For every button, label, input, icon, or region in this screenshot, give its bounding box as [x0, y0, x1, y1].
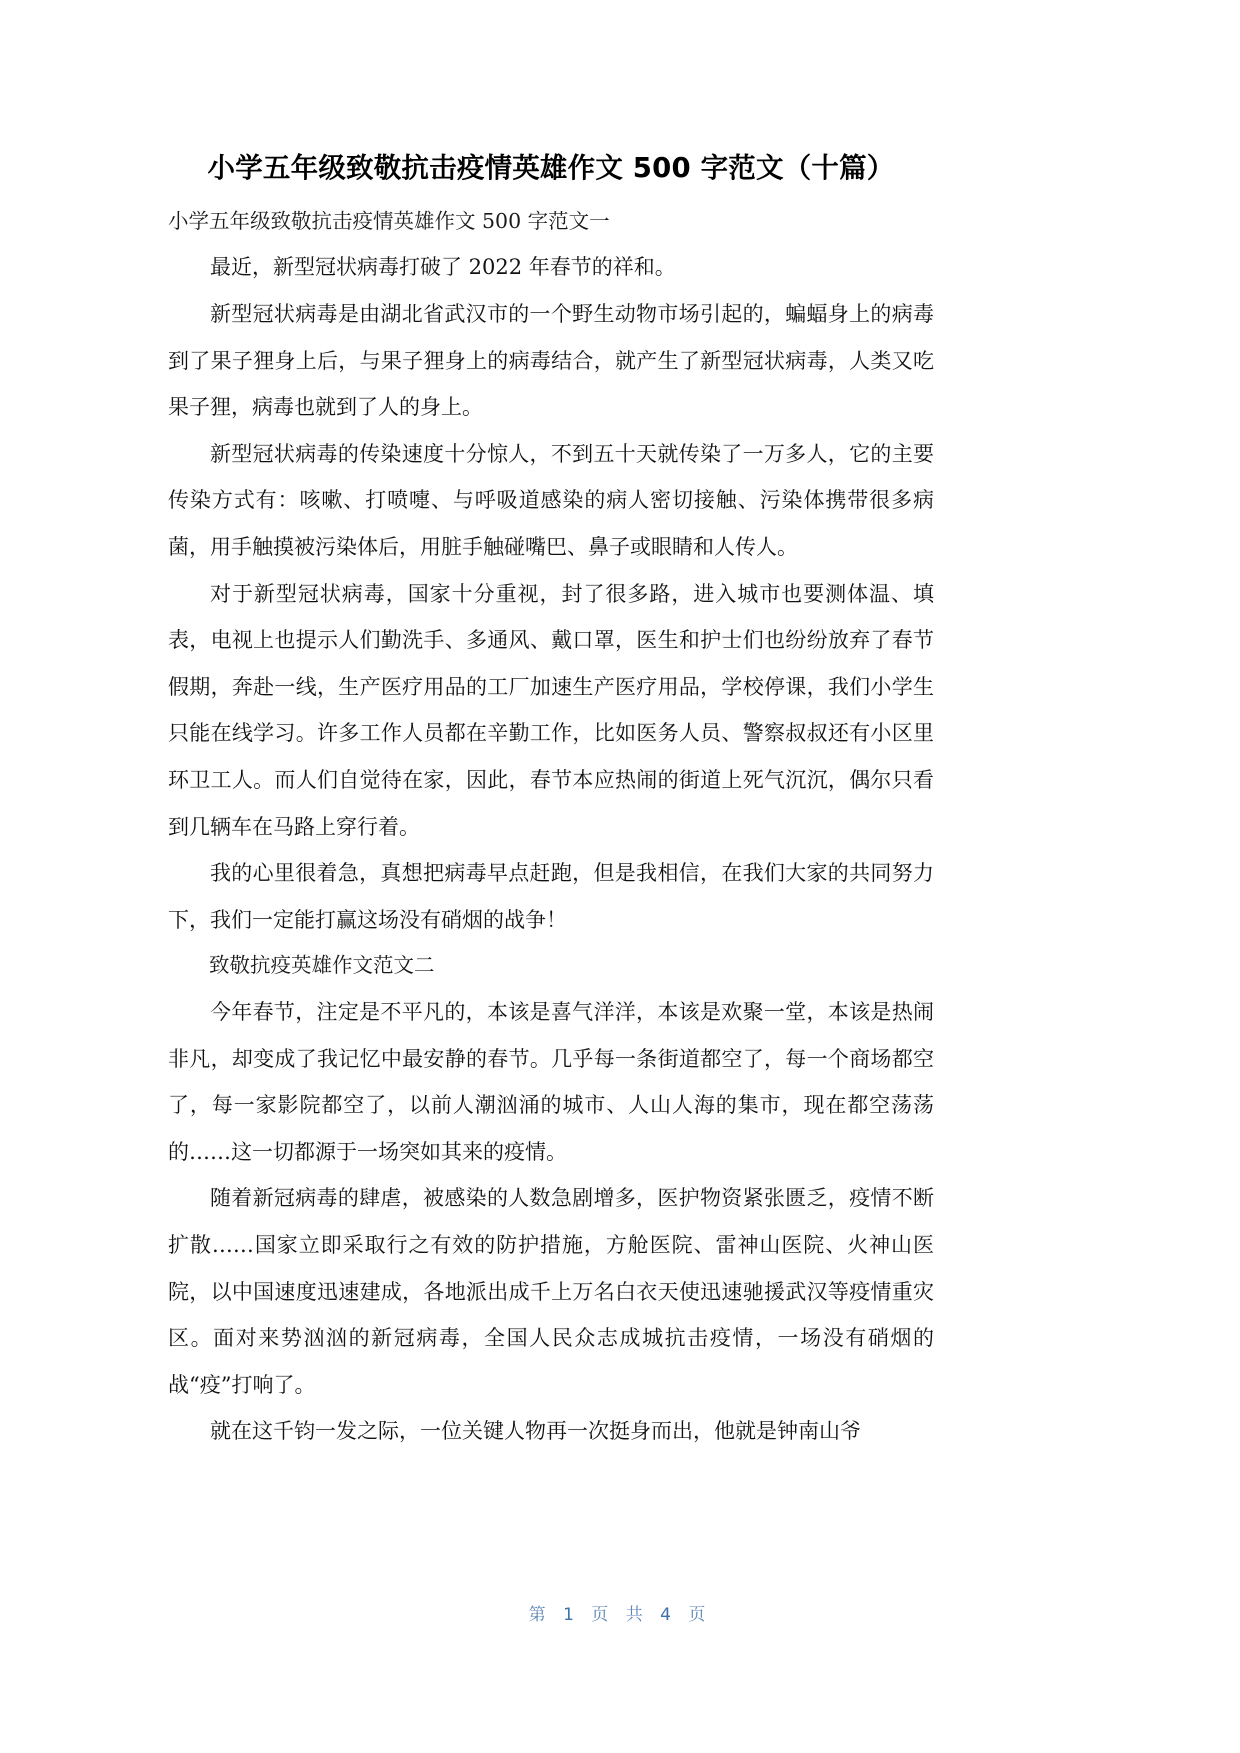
paragraph: 我的心里很着急，真想把病毒早点赶跑，但是我相信，在我们大家的共同努力下，我们一定能打赢这场没有硝烟的战争！ — [168, 861, 934, 932]
paragraph: 新型冠状病毒的传染速度十分惊人，不到五十天就传染了一万多人，它的主要传染方式有：咳嗽、打喷嚏、与呼吸道感染的病人密切接触、污染体携带很多病菌，用手触摸被污染体后，用脏手触碰嘴巴、鼻子或眼睛和人传人。 — [168, 441, 934, 559]
document-subtitle: 小学五年级致敬抗击疫情英雄作文 500 字范文一 — [168, 209, 610, 234]
footer-middle: 页 共 — [591, 1605, 649, 1625]
page-title: 小学五年级致敬抗击疫情英雄作文 500 字范文（十篇） — [207, 152, 895, 184]
footer-suffix: 页 — [688, 1605, 712, 1625]
paragraph: 今年春节，注定是不平凡的，本该是喜气洋洋，本该是欢聚一堂，本该是热闹非凡，却变成了我记忆中最安静的春节。几乎每一条街道都空了，每一个商场都空了，每一家影院都空了，以前人潮汹涌的城市、人山人海的集市，现在都空荡荡的……这一切都源于一场突如其来的疫情。 — [168, 999, 934, 1164]
paragraph: 最近，新型冠状病毒打破了 2022 年春节的祥和。 — [210, 255, 676, 280]
footer-prefix: 第 — [528, 1605, 552, 1625]
paragraph: 就在这千钧一发之际，一位关键人物再一次挺身而出，他就是钟南山爷 — [210, 1419, 861, 1444]
paragraph: 新型冠状病毒是由湖北省武汉市的一个野生动物市场引起的，蝙蝠身上的病毒到了果子狸身上后，与果子狸身上的病毒结合，就产生了新型冠状病毒，人类又吃果子狸，病毒也就到了人的身上。 — [168, 301, 934, 420]
page-footer — [0, 1600, 1240, 1625]
page-content — [168, 150, 934, 1455]
section-heading-two: 致敬抗疫英雄作文范文二 — [209, 953, 435, 978]
paragraph: 随着新冠病毒的肆虐，被感染的人数急剧增多，医护物资紧张匮乏，疫情不断扩散……国家立即采取行之有效的防护措施，方舱医院、雷神山医院、火神山医院，以中国速度迅速建成，各地派出成千上万名白衣天使迅速驰援武汉等疫情重灾区。面对来势汹汹的新冠病毒，全国人民众志成城抗击疫情，一场没有硝烟的战“疫”打响了。 — [168, 1186, 934, 1397]
paragraph: 对于新型冠状病毒，国家十分重视，封了很多路，进入城市也要测体温、填表，电视上也提示人们勤洗手、多通风、戴口罩，医生和护士们也纷纷放弃了春节假期，奔赴一线，生产医疗用品的工厂加速生产医疗用品，学校停课，我们小学生只能在线学习。许多工作人员都在辛勤工作，比如医务人员、警察叔叔还有小区里环卫工人。而人们自觉待在家，因此，春节本应热闹的街道上死气沉沉，偶尔只看到几辆车在马路上穿行着。 — [168, 581, 934, 839]
footer-total-pages: 4 — [660, 1605, 677, 1625]
footer-current-page: 1 — [563, 1605, 580, 1625]
